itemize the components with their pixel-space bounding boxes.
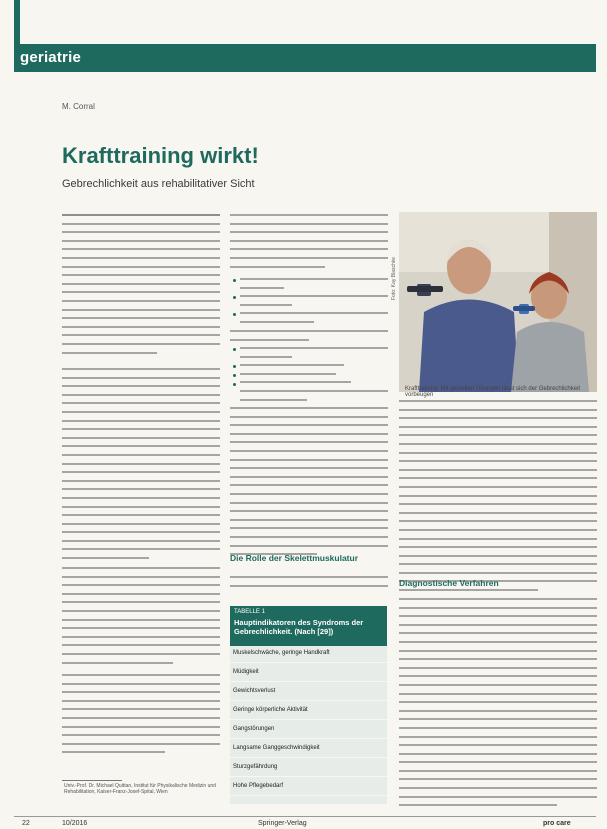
column-2-paragraph-1 <box>230 214 388 274</box>
page-number: 22 <box>22 820 30 827</box>
footer-rule <box>14 816 596 817</box>
bullet-icon <box>233 296 236 299</box>
footnote-rule <box>62 780 122 781</box>
column-2-paragraph-2 <box>230 330 388 347</box>
bullet-icon <box>233 383 236 386</box>
table-label: TABELLE 1 <box>234 609 265 615</box>
column-2-bullets-2 <box>240 347 388 407</box>
table-row: Muskelschwäche, geringe Handkraft <box>230 647 387 663</box>
column-2-bullets-1 <box>240 278 388 330</box>
table-row: Sturzgefährdung <box>230 761 387 777</box>
heading-rolle: Die Rolle der Skelettmuskulatur <box>230 553 359 563</box>
column-2-paragraph-4 <box>230 576 388 593</box>
column-1-paragraph-2 <box>62 368 220 566</box>
article-photo <box>399 212 597 392</box>
table-title: Hauptindikatoren des Syndroms der Gebrechlichkeit. (Nach [29]) <box>234 618 364 636</box>
bullet-icon <box>233 374 236 377</box>
table-row: Gangstörungen <box>230 723 387 739</box>
column-3-paragraph-1 <box>399 400 597 598</box>
section-header-bar <box>14 44 596 72</box>
author-line: M. Corral <box>62 102 95 111</box>
bullet-icon <box>233 279 236 282</box>
table-row: Gewichtsverlust <box>230 685 387 701</box>
section-label: geriatrie <box>20 49 81 66</box>
photo-credit: Foto: Kay Blaschke <box>391 256 397 300</box>
column-1-paragraph-4 <box>62 674 220 760</box>
bullet-icon <box>233 313 236 316</box>
photo-illustration <box>399 212 597 392</box>
column-1-paragraph-3 <box>62 567 220 670</box>
article-title: Krafttraining wirkt! <box>62 143 259 168</box>
table-row: Müdigkeit <box>230 666 387 682</box>
column-3-paragraph-2 <box>399 598 597 813</box>
table-row: Geringe körperliche Aktivität <box>230 704 387 720</box>
journal-name: pro care <box>543 820 571 827</box>
column-1-paragraph-1 <box>62 214 220 360</box>
issue-number: 10/2016 <box>62 820 88 827</box>
article-subtitle: Gebrechlichkeit aus rehabilitativer Sicht <box>62 178 255 190</box>
photo-caption: Krafttraining: Mit gezielten Übungen lässt sich der Gebrechlichkeit vorbeugen <box>405 386 581 398</box>
heading-diagnostik: Diagnostische Verfahren <box>399 578 499 588</box>
bullet-icon <box>233 348 236 351</box>
publisher: Springer-Verlag <box>258 820 307 827</box>
margin-tab <box>14 0 20 44</box>
bullet-icon <box>233 365 236 368</box>
column-2-paragraph-3 <box>230 407 388 562</box>
table-row: Langsame Ganggeschwindigkeit <box>230 742 387 758</box>
author-footnote: Univ.-Prof. Dr. Michael Quittan, Institut für Physikalische Medizin und Rehabilitation, Kaiser-Franz-Josef-Spital, Wien <box>64 783 216 795</box>
table-row: Hohe Pflegebedarf <box>230 780 387 796</box>
